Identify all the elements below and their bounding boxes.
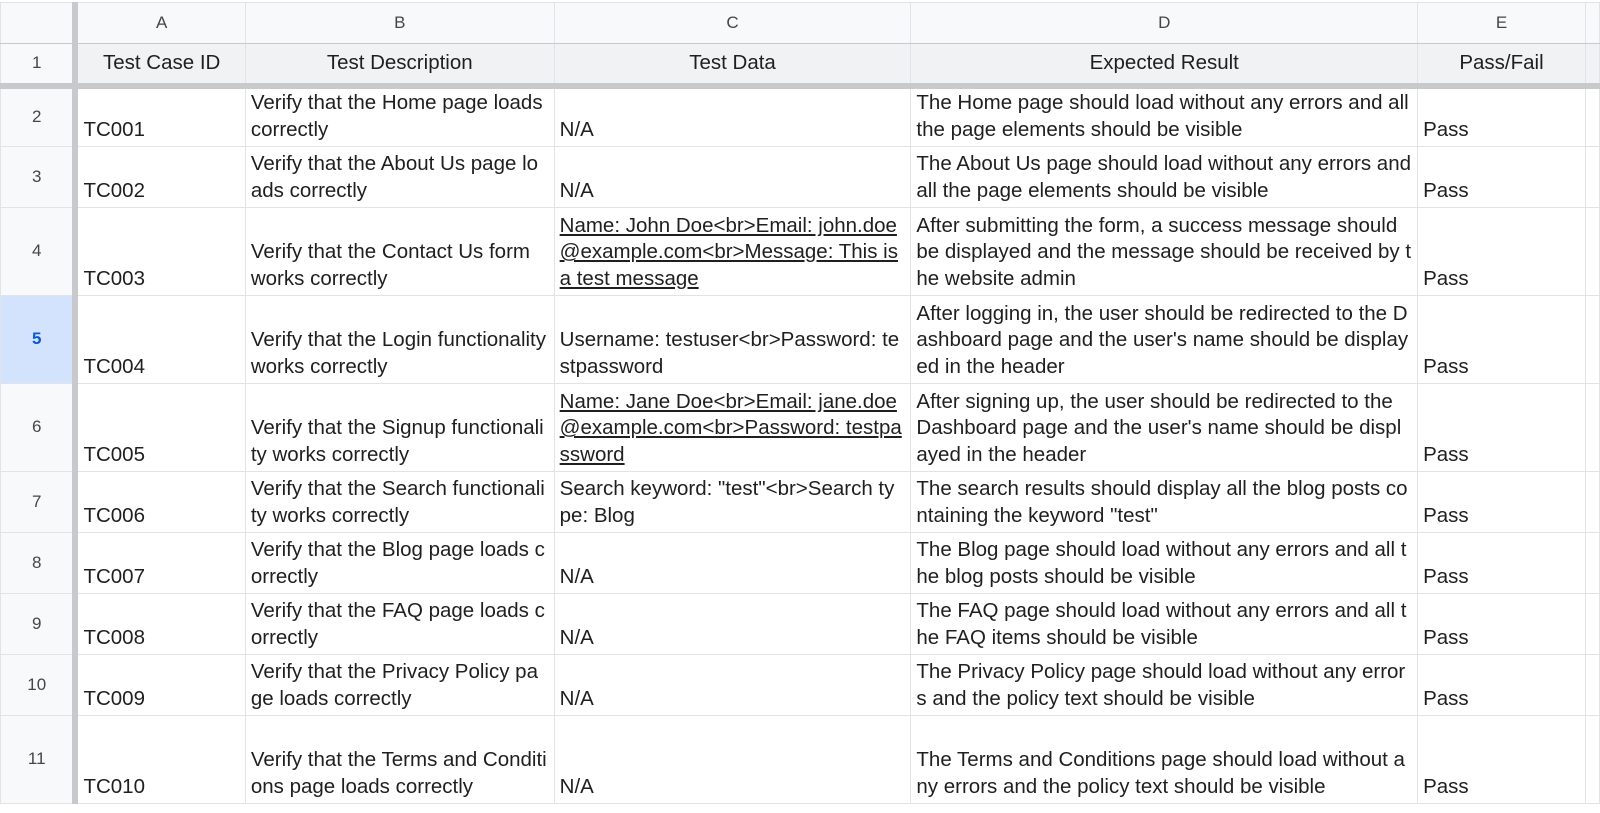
cell-test-description[interactable]: Verify that the Login functionality works correctly [245, 296, 554, 384]
cell-pass-fail[interactable]: Pass [1418, 296, 1586, 384]
row-header[interactable]: 10 [1, 655, 76, 716]
table-row [1, 594, 1600, 655]
cell-empty[interactable] [1585, 472, 1599, 533]
cell-test-description[interactable]: Verify that the Search functionality works correctly [245, 472, 554, 533]
column-header-b[interactable]: B [245, 3, 554, 44]
cell-test-description[interactable]: Verify that the Signup functionality works correctly [245, 384, 554, 472]
cell-test-case-id[interactable]: TC009 [75, 655, 245, 716]
cell-empty[interactable] [1585, 208, 1599, 296]
cell-pass-fail[interactable]: Pass [1418, 208, 1586, 296]
spreadsheet-grid [0, 2, 1600, 804]
cell-empty[interactable] [1585, 716, 1599, 804]
cell-test-case-id[interactable]: TC006 [75, 472, 245, 533]
cell-expected-result[interactable]: The Terms and Conditions page should load without any errors and the policy text should be visible [911, 716, 1418, 804]
cell-expected-result[interactable]: The About Us page should load without any errors and all the page elements should be visible [911, 147, 1418, 208]
cell-test-case-id[interactable]: TC002 [75, 147, 245, 208]
table-row [1, 384, 1600, 472]
cell-test-case-id[interactable]: TC005 [75, 384, 245, 472]
cell-test-data[interactable]: N/A [554, 86, 911, 147]
cell-test-case-id[interactable]: TC003 [75, 208, 245, 296]
table-header-row [1, 44, 1600, 86]
cell-expected-result[interactable]: The search results should display all the blog posts containing the keyword "test" [911, 472, 1418, 533]
cell-empty[interactable] [1585, 86, 1599, 147]
cell-test-description[interactable]: Verify that the About Us page loads correctly [245, 147, 554, 208]
table-row [1, 208, 1600, 296]
cell-test-description[interactable]: Verify that the FAQ page loads correctly [245, 594, 554, 655]
cell-pass-fail[interactable]: Pass [1418, 594, 1586, 655]
cell-expected-result[interactable]: The FAQ page should load without any errors and all the FAQ items should be visible [911, 594, 1418, 655]
cell-pass-fail[interactable]: Pass [1418, 384, 1586, 472]
header-cell-f[interactable] [1585, 44, 1599, 86]
cell-expected-result[interactable]: After signing up, the user should be redirected to the Dashboard page and the user's name should be displayed in the header [911, 384, 1418, 472]
row-header[interactable]: 2 [1, 86, 76, 147]
header-cell-pass-fail[interactable]: Pass/Fail [1418, 44, 1586, 86]
cell-pass-fail[interactable]: Pass [1418, 533, 1586, 594]
table-row [1, 533, 1600, 594]
cell-expected-result[interactable]: After submitting the form, a success message should be displayed and the message should be received by the website admin [911, 208, 1418, 296]
cell-test-data[interactable]: N/A [554, 655, 911, 716]
cell-test-data[interactable]: Name: John Doe<br>Email: john.doe@example.com<br>Message: This is a test message [554, 208, 911, 296]
select-all-corner[interactable] [1, 3, 76, 44]
cell-test-data[interactable]: N/A [554, 533, 911, 594]
cell-empty[interactable] [1585, 296, 1599, 384]
row-header[interactable]: 11 [1, 716, 76, 804]
cell-test-description[interactable]: Verify that the Contact Us form works correctly [245, 208, 554, 296]
cell-empty[interactable] [1585, 594, 1599, 655]
header-cell-test-case-id[interactable]: Test Case ID [75, 44, 245, 86]
cell-test-data[interactable]: N/A [554, 594, 911, 655]
column-header-a[interactable]: A [75, 3, 245, 44]
column-header-row [1, 3, 1600, 44]
cell-test-case-id[interactable]: TC004 [75, 296, 245, 384]
cell-pass-fail[interactable]: Pass [1418, 655, 1586, 716]
header-cell-expected-result[interactable]: Expected Result [911, 44, 1418, 86]
cell-expected-result[interactable]: The Blog page should load without any errors and all the blog posts should be visible [911, 533, 1418, 594]
row-header[interactable]: 3 [1, 147, 76, 208]
cell-expected-result[interactable]: After logging in, the user should be redirected to the Dashboard page and the user's name should be displayed in the header [911, 296, 1418, 384]
row-header[interactable]: 7 [1, 472, 76, 533]
column-header-c[interactable]: C [554, 3, 911, 44]
cell-test-data[interactable]: N/A [554, 716, 911, 804]
cell-pass-fail[interactable]: Pass [1418, 472, 1586, 533]
cell-pass-fail[interactable]: Pass [1418, 716, 1586, 804]
column-header-d[interactable]: D [911, 3, 1418, 44]
cell-empty[interactable] [1585, 384, 1599, 472]
cell-expected-result[interactable]: The Home page should load without any errors and all the page elements should be visible [911, 86, 1418, 147]
row-header-selected[interactable]: 5 [1, 296, 76, 384]
cell-test-case-id[interactable]: TC001 [75, 86, 245, 147]
cell-pass-fail[interactable]: Pass [1418, 86, 1586, 147]
cell-test-data[interactable]: Search keyword: "test"<br>Search type: Blog [554, 472, 911, 533]
cell-test-data[interactable]: Name: Jane Doe<br>Email: jane.doe@example.com<br>Password: testpassword [554, 384, 911, 472]
row-header-1[interactable]: 1 [1, 44, 76, 86]
column-header-e[interactable]: E [1418, 3, 1586, 44]
cell-empty[interactable] [1585, 655, 1599, 716]
cell-test-data[interactable]: N/A [554, 147, 911, 208]
table-row [1, 716, 1600, 804]
table-row [1, 296, 1600, 384]
column-header-f[interactable] [1585, 3, 1599, 44]
cell-pass-fail[interactable]: Pass [1418, 147, 1586, 208]
cell-empty[interactable] [1585, 533, 1599, 594]
cell-test-description[interactable]: Verify that the Terms and Conditions page loads correctly [245, 716, 554, 804]
cell-expected-result[interactable]: The Privacy Policy page should load without any errors and the policy text should be visible [911, 655, 1418, 716]
table-row [1, 86, 1600, 147]
table-row [1, 472, 1600, 533]
row-header[interactable]: 9 [1, 594, 76, 655]
header-cell-test-description[interactable]: Test Description [245, 44, 554, 86]
cell-test-case-id[interactable]: TC007 [75, 533, 245, 594]
cell-test-data[interactable]: Username: testuser<br>Password: testpassword [554, 296, 911, 384]
cell-empty[interactable] [1585, 147, 1599, 208]
cell-test-case-id[interactable]: TC010 [75, 716, 245, 804]
cell-test-description[interactable]: Verify that the Blog page loads correctly [245, 533, 554, 594]
table-row [1, 147, 1600, 208]
cell-test-description[interactable]: Verify that the Home page loads correctly [245, 86, 554, 147]
row-header[interactable]: 4 [1, 208, 76, 296]
cell-test-description[interactable]: Verify that the Privacy Policy page loads correctly [245, 655, 554, 716]
row-header[interactable]: 8 [1, 533, 76, 594]
table-row [1, 655, 1600, 716]
header-cell-test-data[interactable]: Test Data [554, 44, 911, 86]
row-header[interactable]: 6 [1, 384, 76, 472]
cell-test-case-id[interactable]: TC008 [75, 594, 245, 655]
